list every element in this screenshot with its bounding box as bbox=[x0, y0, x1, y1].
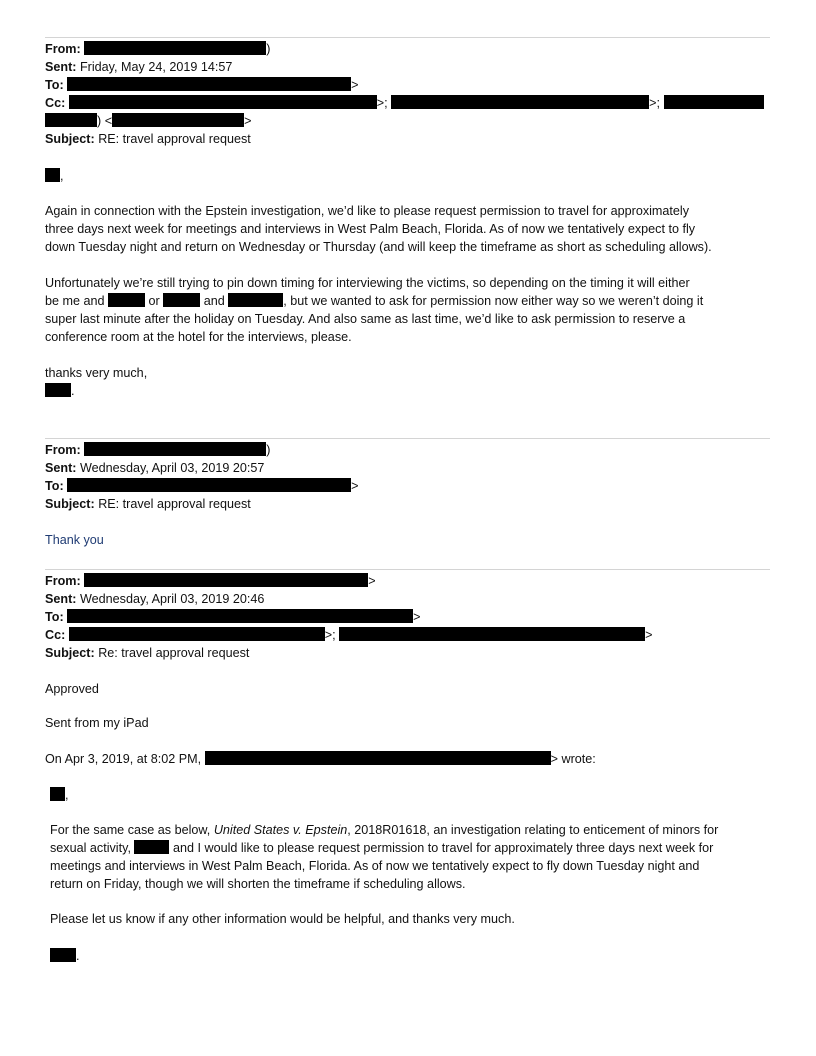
email3-body-signature: Sent from my iPad bbox=[45, 716, 149, 730]
redaction bbox=[228, 293, 283, 307]
email2-subject-row: Subject: RE: travel approval request bbox=[45, 497, 251, 511]
email2-to-row: To: > bbox=[45, 479, 359, 493]
redaction bbox=[391, 95, 649, 109]
redaction bbox=[84, 41, 266, 55]
email3-to-row: To: > bbox=[45, 610, 421, 624]
quoted-signature: . bbox=[50, 947, 80, 965]
to-label: To: bbox=[45, 78, 64, 92]
quoted-line: Please let us know if any other information would be helpful, and thanks very much. bbox=[50, 912, 515, 926]
sent-label: Sent: bbox=[45, 60, 77, 74]
redaction bbox=[84, 442, 266, 456]
email1-paragraph1-line: three days next week for meetings and interviews in West Palm Beach, Florida. As of now we tentatively expect to fly bbox=[45, 222, 696, 236]
email1-paragraph1-line: Again in connection with the Epstein investigation, we’d like to please request permission to travel for approximately bbox=[45, 204, 690, 218]
email3-divider bbox=[45, 569, 770, 570]
redaction bbox=[163, 293, 200, 307]
redaction bbox=[45, 113, 97, 127]
cc-sep: >; bbox=[376, 96, 388, 110]
email1-paragraph2-line: super last minute after the holiday on Tuesday. And also same as last time, we’d like to ask permission to reserve a bbox=[45, 312, 686, 326]
email1-closing: thanks very much, bbox=[45, 366, 148, 380]
email1-cc-row bbox=[45, 94, 764, 112]
email3-cc-row: Cc: >; > bbox=[45, 628, 653, 642]
redaction bbox=[205, 751, 551, 765]
email2-divider bbox=[45, 438, 770, 439]
quoted-line: For the same case as below, United States v. Epstein, 2018R01618, an investigation relating to enticement of minors for bbox=[50, 823, 719, 837]
email1-paragraph2-line: be me and or and , but we wanted to ask for permission now either way so we weren’t doing it bbox=[45, 294, 704, 308]
email1-from-row bbox=[45, 40, 270, 58]
redaction bbox=[67, 609, 413, 623]
email1-cc-row-2 bbox=[45, 112, 251, 130]
email1-to-row bbox=[45, 76, 359, 94]
email2-sent-row: Sent: Wednesday, April 03, 2019 20:57 bbox=[45, 461, 265, 475]
email3-body-approved: Approved bbox=[45, 682, 99, 696]
email1-subject-row bbox=[45, 130, 251, 148]
redaction bbox=[69, 627, 325, 641]
sent-value: Wednesday, April 03, 2019 20:46 bbox=[79, 592, 265, 606]
subject-value: RE: travel approval request bbox=[98, 132, 251, 146]
redaction bbox=[339, 627, 645, 641]
to-tail: > bbox=[351, 78, 359, 92]
email1-paragraph2-line: Unfortunately we’re still trying to pin down timing for interviewing the victims, so depending on the timing it will either bbox=[45, 276, 690, 290]
email1-salutation: , bbox=[45, 167, 64, 185]
redaction bbox=[69, 95, 377, 109]
email1-divider bbox=[45, 37, 770, 38]
quoted-line: meetings and interviews in West Palm Beach, Florida. As of now we tentatively expect to fly down Tuesday night and bbox=[50, 859, 700, 873]
redaction bbox=[84, 573, 368, 587]
redaction bbox=[50, 787, 65, 801]
case-name: United States v. Epstein bbox=[213, 823, 348, 837]
email3-from-row: From: > bbox=[45, 574, 376, 588]
email1-signature: . bbox=[45, 382, 75, 400]
cc-mid: ) < bbox=[97, 114, 113, 128]
cc-sep: >; bbox=[649, 96, 661, 110]
redaction bbox=[67, 478, 351, 492]
redaction bbox=[134, 840, 169, 854]
quoted-line: sexual activity, and I would like to please request permission to travel for approximately three days next week for bbox=[50, 841, 714, 855]
subject-label: Subject: bbox=[45, 132, 95, 146]
sent-value: Wednesday, April 03, 2019 20:57 bbox=[79, 461, 265, 475]
from-tail: ) bbox=[266, 42, 271, 56]
email2-from-row: From: ) bbox=[45, 443, 271, 457]
redaction bbox=[67, 77, 351, 91]
from-label: From: bbox=[45, 42, 81, 56]
email1-sent-row bbox=[45, 58, 232, 76]
redaction bbox=[108, 293, 145, 307]
quoted-line: return on Friday, though we will shorten the timeframe if scheduling allows. bbox=[50, 877, 466, 891]
email2-body: Thank you bbox=[45, 533, 104, 547]
subject-value: RE: travel approval request bbox=[98, 497, 251, 511]
redaction bbox=[45, 168, 60, 182]
cc-tail: > bbox=[244, 114, 252, 128]
redaction bbox=[45, 383, 71, 397]
sent-value: Friday, May 24, 2019 14:57 bbox=[79, 60, 233, 74]
quoted-salutation: , bbox=[50, 786, 69, 804]
email3-sent-row: Sent: Wednesday, April 03, 2019 20:46 bbox=[45, 592, 265, 606]
redaction bbox=[50, 948, 76, 962]
email1-paragraph1-line: down Tuesday night and return on Wednesday or Thursday (and will keep the timeframe as short as scheduling allows). bbox=[45, 240, 712, 254]
email1-paragraph2-line: conference room at the hotel for the interviews, please. bbox=[45, 330, 352, 344]
cc-label: Cc: bbox=[45, 96, 66, 110]
email3-subject-row: Subject: Re: travel approval request bbox=[45, 646, 250, 660]
redaction bbox=[664, 95, 764, 109]
email3-wrote-line: On Apr 3, 2019, at 8:02 PM, > wrote: bbox=[45, 752, 596, 766]
subject-value: Re: travel approval request bbox=[98, 646, 250, 660]
redaction bbox=[112, 113, 244, 127]
